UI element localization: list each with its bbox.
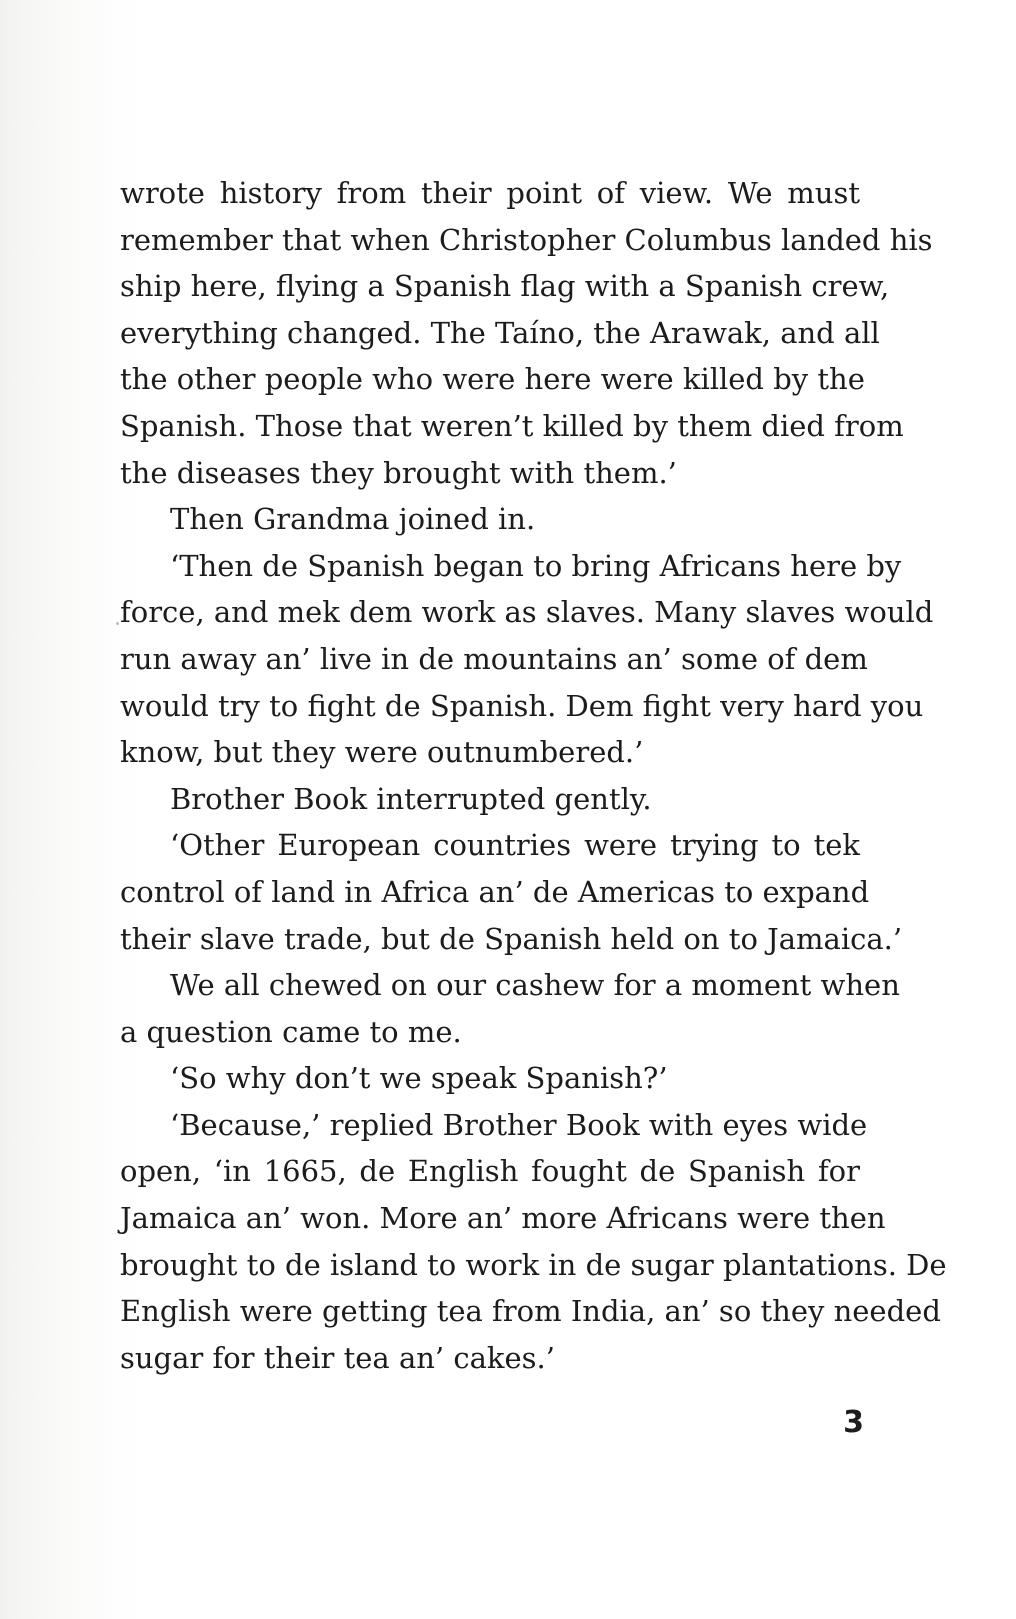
text-line: remember that when Christopher Columbus landed his <box>120 222 933 257</box>
text-line: ‘Then de Spanish began to bring Africans here by <box>170 548 902 583</box>
text-line: Spanish. Those that weren’t killed by them died from <box>120 408 904 443</box>
body-text <box>120 170 947 1381</box>
text-line: wrote history from their point of view. We must <box>120 176 860 210</box>
text-line: open, ‘in 1665, de English fought de Spanish for <box>120 1154 860 1189</box>
text-line: know, but they were outnumbered.’ <box>120 735 644 770</box>
text-line: force, and mek dem work as slaves. Many slaves would <box>120 595 934 630</box>
text-line: run away an’ live in de mountains an’ some of dem <box>120 641 868 676</box>
page-number: 3 <box>843 1405 864 1440</box>
text-line: ‘Because,’ replied Brother Book with eyes wide <box>170 1107 868 1142</box>
text-line: the diseases they brought with them.’ <box>120 455 677 490</box>
text-line: sugar for their tea an’ cakes.’ <box>120 1340 555 1375</box>
text-line: Brother Book interrupted gently. <box>170 781 652 816</box>
text-line: Jamaica an’ won. More an’ more Africans were then <box>120 1201 886 1236</box>
text-line: brought to de island to work in de sugar plantations. De <box>120 1247 947 1282</box>
text-line: control of land in Africa an’ de Americas to expand <box>120 874 870 909</box>
text-line: the other people who were here were killed by the <box>120 362 865 397</box>
text-line: English were getting tea from India, an’ so they needed <box>120 1294 941 1329</box>
text-line: Then Grandma joined in. <box>170 502 536 537</box>
text-line: We all chewed on our cashew for a moment when <box>170 968 900 1003</box>
text-line: their slave trade, but de Spanish held on to Jamaica.’ <box>120 921 903 956</box>
scan-speck <box>116 622 119 625</box>
text-line: a question came to me. <box>120 1014 462 1049</box>
text-line: everything changed. The Taíno, the Arawak, and all <box>120 315 880 350</box>
text-line: would try to fight de Spanish. Dem fight very hard you <box>120 688 924 723</box>
text-line: ‘So why don’t we speak Spanish?’ <box>170 1061 668 1096</box>
text-line: ship here, flying a Spanish flag with a Spanish crew, <box>120 269 890 304</box>
text-line: ‘Other European countries were trying to tek <box>170 828 860 863</box>
